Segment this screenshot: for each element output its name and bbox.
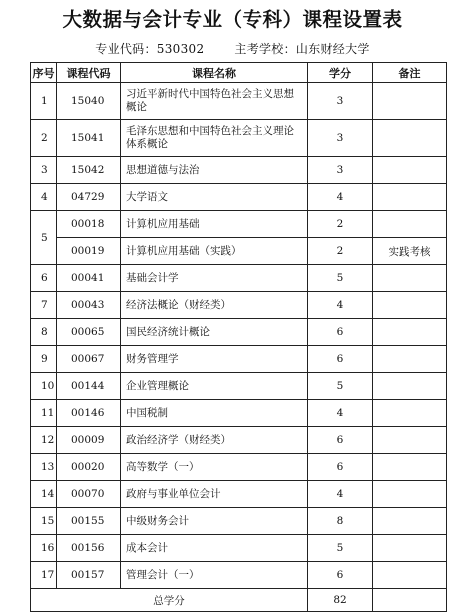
row-note: [373, 346, 447, 373]
row-credits: 3: [308, 157, 373, 184]
row-name: 企业管理概论: [121, 373, 308, 400]
total-note: [373, 589, 447, 612]
row-code: 00155: [57, 508, 121, 535]
row-code: 15040: [57, 83, 121, 120]
row-no: 9: [31, 346, 57, 373]
row-name: 财务管理学: [121, 346, 308, 373]
row-note: [373, 562, 447, 589]
row-code: 04729: [57, 184, 121, 211]
row-name: 国民经济统计概论: [121, 319, 308, 346]
row-no: 17: [31, 562, 57, 589]
table-row: [31, 83, 447, 120]
row-note: 实践考核: [373, 238, 447, 265]
row-name: 毛泽东思想和中国特色社会主义理论体系概论: [121, 120, 308, 157]
row-credits: 6: [308, 454, 373, 481]
row-no: 1: [31, 83, 57, 120]
row-credits: 4: [308, 481, 373, 508]
row-note: [373, 184, 447, 211]
row-name: 中级财务会计: [121, 508, 308, 535]
total-value: 82: [308, 589, 373, 612]
row-credits: 4: [308, 292, 373, 319]
row-credits: 5: [308, 265, 373, 292]
major-code: 专业代码：530302: [95, 42, 205, 56]
table-row: [31, 319, 447, 346]
row-no: 10: [31, 373, 57, 400]
table-row: [31, 373, 447, 400]
row-note: [373, 319, 447, 346]
row-no: 5: [31, 211, 57, 265]
row-name: 习近平新时代中国特色社会主义思想概论: [121, 83, 308, 120]
table-row: [31, 346, 447, 373]
row-code: 00146: [57, 400, 121, 427]
row-name: 思想道德与法治: [121, 157, 308, 184]
table-row: [31, 157, 447, 184]
row-credits: 2: [308, 211, 373, 238]
row-note: [373, 373, 447, 400]
row-credits: 6: [308, 319, 373, 346]
row-credits: 6: [308, 562, 373, 589]
table-row: [31, 265, 447, 292]
row-code: 00041: [57, 265, 121, 292]
row-code: 00070: [57, 481, 121, 508]
row-note: [373, 508, 447, 535]
row-credits: 4: [308, 400, 373, 427]
table-header-row: [31, 63, 447, 83]
row-code: 00020: [57, 454, 121, 481]
row-no: 14: [31, 481, 57, 508]
row-credits: 3: [308, 83, 373, 120]
row-credits: 6: [308, 427, 373, 454]
page-title: 大数据与会计专业（专科）课程设置表: [62, 8, 403, 31]
table-row: [31, 481, 447, 508]
row-name: 高等数学（一）: [121, 454, 308, 481]
table-row: [31, 454, 447, 481]
row-code: 00156: [57, 535, 121, 562]
row-note: [373, 157, 447, 184]
row-code: 00019: [57, 238, 121, 265]
row-code: 00065: [57, 319, 121, 346]
row-code: 00009: [57, 427, 121, 454]
row-note: [373, 481, 447, 508]
row-name: 计算机应用基础（实践）: [121, 238, 308, 265]
row-credits: 5: [308, 535, 373, 562]
header-name: 课程名称: [121, 63, 308, 83]
header-code: 课程代码: [57, 63, 121, 83]
page-subtitle: [0, 40, 465, 57]
table-row: [31, 508, 447, 535]
row-note: [373, 535, 447, 562]
row-note: [373, 83, 447, 120]
header-note: 备注: [373, 63, 447, 83]
row-name: 成本会计: [121, 535, 308, 562]
row-code: 00144: [57, 373, 121, 400]
row-name: 经济法概论（财经类）: [121, 292, 308, 319]
row-note: [373, 454, 447, 481]
table-row: [31, 120, 447, 157]
row-no: 3: [31, 157, 57, 184]
row-note: [373, 211, 447, 238]
row-credits: 4: [308, 184, 373, 211]
row-credits: 2: [308, 238, 373, 265]
row-name: 中国税制: [121, 400, 308, 427]
row-credits: 6: [308, 346, 373, 373]
table-row: [31, 238, 447, 265]
row-no: 8: [31, 319, 57, 346]
row-credits: 5: [308, 373, 373, 400]
row-credits: 3: [308, 120, 373, 157]
row-code: 15042: [57, 157, 121, 184]
row-no: 11: [31, 400, 57, 427]
row-name: 政府与事业单位会计: [121, 481, 308, 508]
row-code: 00018: [57, 211, 121, 238]
exam-school: 主考学校：山东财经大学: [234, 42, 370, 56]
table-row: [31, 535, 447, 562]
row-name: 政治经济学（财经类）: [121, 427, 308, 454]
table-row: [31, 211, 447, 238]
total-label: 总学分: [31, 589, 308, 612]
row-no: 2: [31, 120, 57, 157]
header-credits: 学分: [308, 63, 373, 83]
row-name: 计算机应用基础: [121, 211, 308, 238]
row-code: 15041: [57, 120, 121, 157]
row-no: 15: [31, 508, 57, 535]
row-code: 00067: [57, 346, 121, 373]
row-no: 16: [31, 535, 57, 562]
total-row: [31, 589, 447, 612]
table-row: [31, 292, 447, 319]
table-row: [31, 400, 447, 427]
row-no: 7: [31, 292, 57, 319]
row-note: [373, 292, 447, 319]
row-no: 12: [31, 427, 57, 454]
row-note: [373, 265, 447, 292]
row-note: [373, 120, 447, 157]
header-no: 序号: [31, 63, 57, 83]
row-no: 6: [31, 265, 57, 292]
row-code: 00157: [57, 562, 121, 589]
row-code: 00043: [57, 292, 121, 319]
table-row: [31, 184, 447, 211]
row-note: [373, 400, 447, 427]
row-no: 4: [31, 184, 57, 211]
course-table: [30, 62, 447, 612]
row-name: 大学语文: [121, 184, 308, 211]
table-row: [31, 427, 447, 454]
row-note: [373, 427, 447, 454]
row-name: 基础会计学: [121, 265, 308, 292]
row-name: 管理会计（一）: [121, 562, 308, 589]
table-row: [31, 562, 447, 589]
row-no: 13: [31, 454, 57, 481]
row-credits: 8: [308, 508, 373, 535]
